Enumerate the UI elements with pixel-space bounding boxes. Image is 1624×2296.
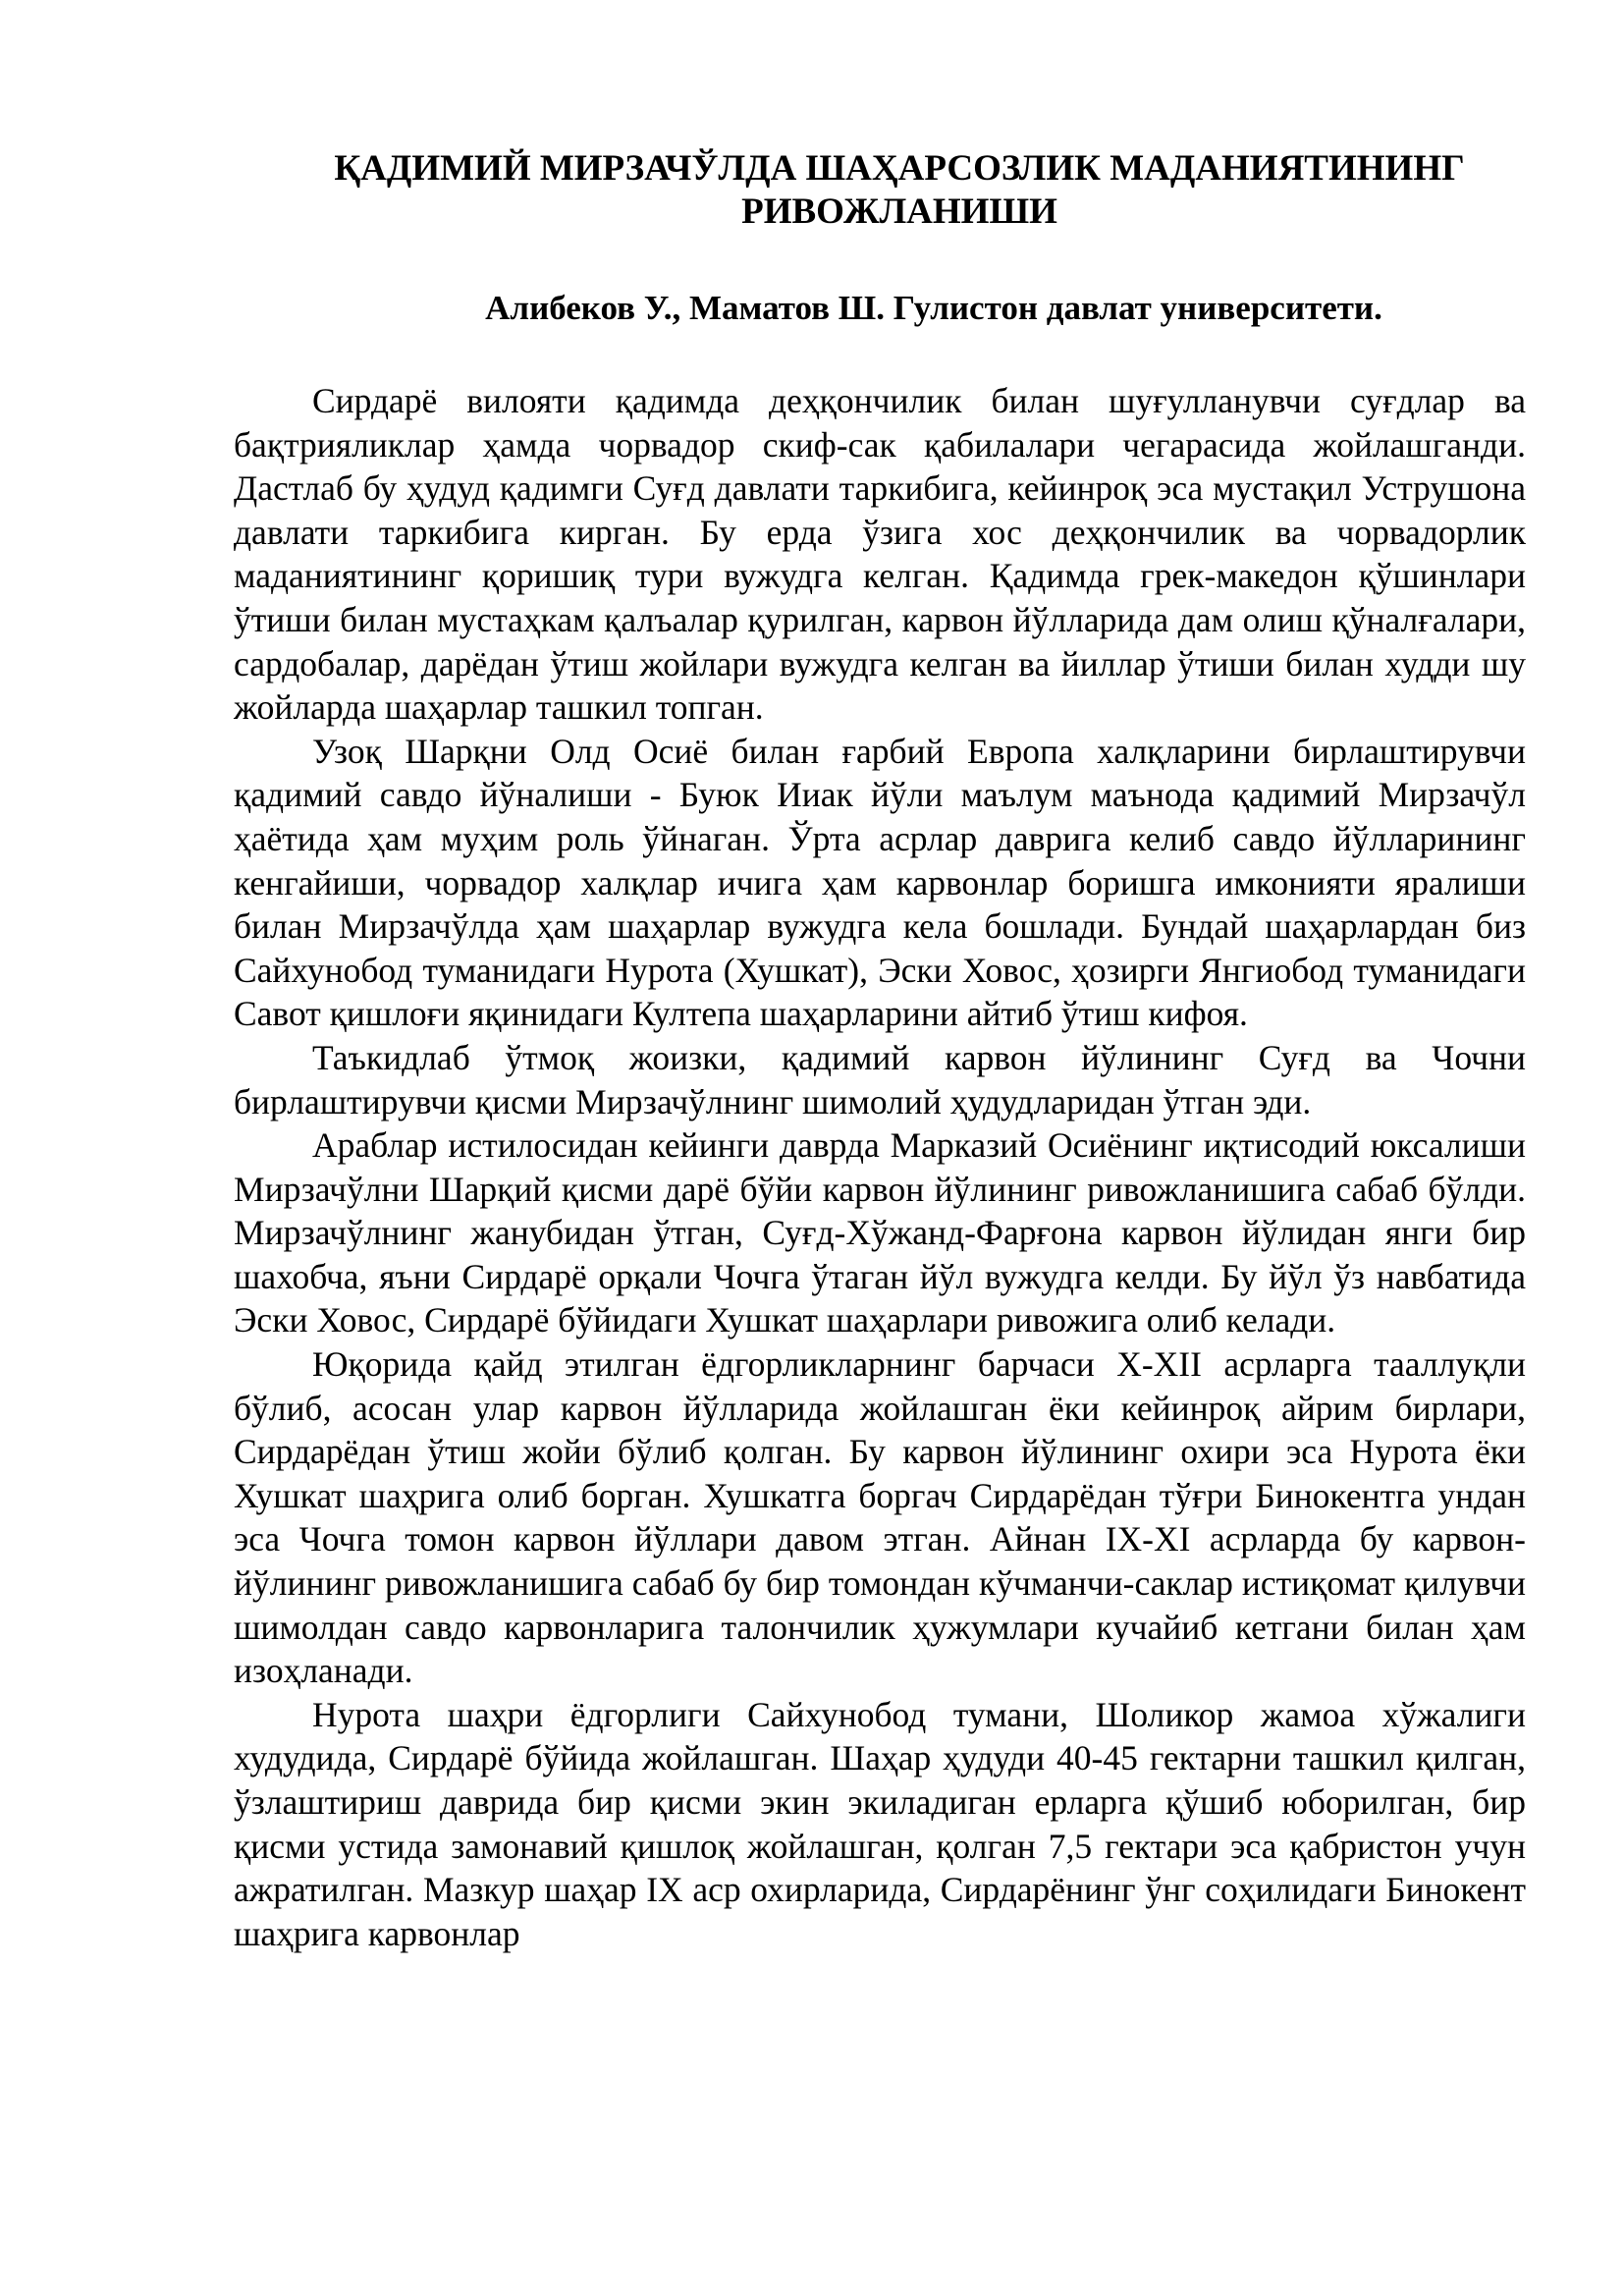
paragraph: Узоқ Шарқни Олд Осиё билан ғарбий Европа халқларини бирлаштирувчи қадимий савдо йўналиши - Буюк Ииак йўли маълум маънода қадимий Мирзачўл ҳаётида ҳам муҳим роль ўйнаган. Ўрта асрлар даврига келиб савдо йўлларининг кенгайиши, чорвадор халқлар ичига ҳам карвонлар боришга имконияти яралиши билан Мирзачўлда ҳам шаҳарлар вужудга кела бошлади. Бундай шаҳарлардан биз Сайхунобод туманидаги Нурота (Хушкат), Эски Ховос, ҳозирги Янгиобод туманидаги Савот қишлоғи яқинидаги Култепа шаҳарларини айтиб ўтиш кифоя. [234, 731, 1526, 1034]
article-title: ҚАДИМИЙ МИРЗАЧЎЛДА ШАҲАРСОЗЛИК МАДАНИЯТИНИНГ РИВОЖЛАНИШИ [334, 148, 1465, 232]
paragraph: Нурота шаҳри ёдгорлиги Сайхунобод тумани, Шоликор жамоа хўжалиги худудида, Сирдарё бўйида жойлашган. Шаҳар ҳудуди 40-45 гектарни ташкил қилган, ўзлаштириш даврида бир қисми экин экиладиган ерларга қўшиб юборилган, бир қисми устида замонавий қишлоқ жойлашган, қолган 7,5 гектари эса қабристон учун ажратилган. Мазкур шаҳар IX аср охирларида, Сирдарёнинг ўнг соҳилидаги Бинокент шаҳрига карвонлар [234, 1694, 1526, 1953]
paragraph: Араблар истилосидан кейинги даврда Марказий Осиёнинг иқтисодий юксалиши Мирзачўлни Шарқий қисми дарё бўйи карвон йўлининг ривожланишига сабаб бўлди. Мирзачўлнинг жанубидан ўтган, Суғд-Хўжанд-Фарғона карвон йўлидан янги бир шахобча, яъни Сирдарё орқали Чочга ўтаган йўл вужудга келди. Бу йўл ўз навбатида Эски Ховос, Сирдарё бўйидаги Хушкат шаҳарлари ривожига олиб келади. [234, 1125, 1526, 1340]
paragraph: Таъкидлаб ўтмоқ жоизки, қадимий карвон йўлининг Суғд ва Чочни бирлаштирувчи қисми Мирзачўлнинг шимолий ҳудудларидан ўтган эди. [234, 1037, 1526, 1121]
article-body [234, 379, 1526, 1955]
document-page [234, 147, 1526, 1955]
paragraph: Юқорида қайд этилган ёдгорликларнинг барчаси X-XII асрларга тааллуқли бўлиб, асосан улар карвон йўлларида жойлашган ёки кейинроқ айрим бирлари, Сирдарёдан ўтиш жойи бўлиб қолган. Бу карвон йўлининг охири эса Нурота ёки Хушкат шаҳрига олиб борган. Хушкатга боргач Сирдарёдан тўғри Бинокентга ундан эса Чочга томон карвон йўллари давом этган. Айнан IX-XI асрларда бу карвон-йўлининг ривожланишига сабаб бу бир томондан кўчманчи-саклар истиқомат қилувчи шимолдан савдо карвонларига талончилик ҳужумлари кучайиб кетгани билан ҳам изоҳланади. [234, 1344, 1526, 1691]
paragraph: Сирдарё вилояти қадимда деҳқончилик билан шуғулланувчи суғдлар ва бақтрияликлар ҳамда чорвадор скиф-сак қабилалари чегарасида жойлашганди. Дастлаб бу ҳудуд қадимги Суғд давлати таркибига, кейинроқ эса мустақил Уструшона давлати таркибига кирган. Бу ерда ўзига хос деҳқончилик ва чорвадорлик маданиятининг қоришиқ тури вужудга келган. Қадимда грек-македон қўшинлари ўтиши билан мустаҳкам қалъалар қурилган, карвон йўлларида дам олиш қўналғалари, сардобалар, дарёдан ўтиш жойлари вужудга келган ва йиллар ўтиши билан худди шу жойларда шаҳарлар ташкил топган. [234, 381, 1526, 728]
author-line: Алибеков У., Маматов Ш. Гулистон давлат университети. [485, 289, 1382, 327]
